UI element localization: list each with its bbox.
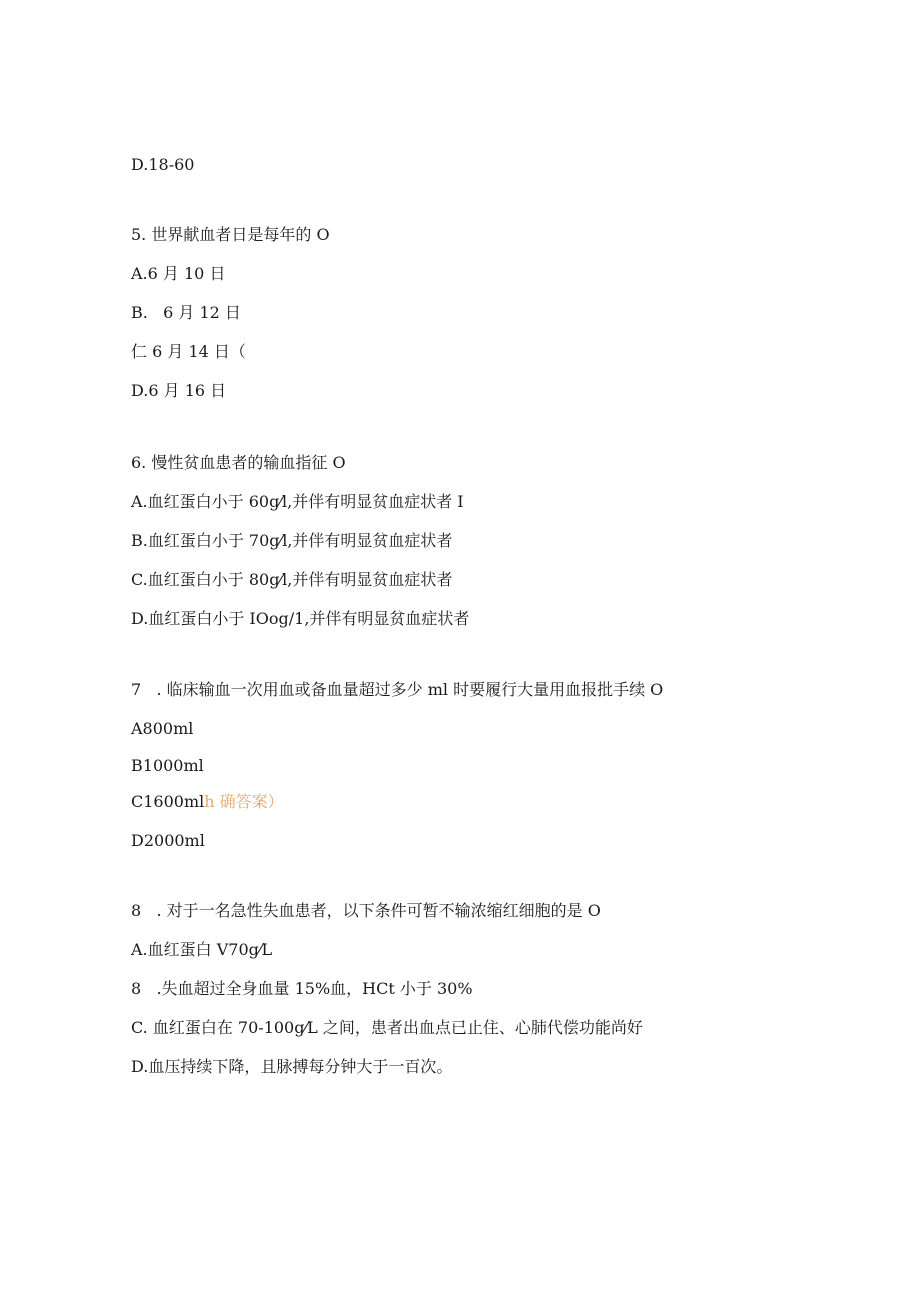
q4-option-d: D.18-60 <box>131 155 195 174</box>
q6-option-d: D.血红蛋白小于 IOog/1,并伴有明显贫血症状者 <box>131 609 470 628</box>
q5-option-c: 仁 6 月 14 日（ <box>131 342 246 361</box>
q7-option-a: A800ml <box>131 719 194 738</box>
q7-option-c <box>131 792 284 812</box>
q5-option-a: A.6 月 10 日 <box>131 264 226 283</box>
q7-option-d: D2000ml <box>131 831 205 850</box>
q5-option-b: B. 6 月 12 日 <box>131 303 241 322</box>
q5-question: 5. 世界献血者日是每年的 O <box>131 225 330 244</box>
answer-hint: h 确答案） <box>204 792 284 811</box>
q6-question: 6. 慢性贫血患者的输血指征 O <box>131 453 346 472</box>
q7-question: 7 . 临床输血一次用血或备血量超过多少 ml 时要履行大量用血报批手续 O <box>131 680 664 699</box>
q8-option-a: A.血红蛋白 V70g⁄L <box>131 940 273 959</box>
q8-option-c: C. 血红蛋白在 70-100g⁄L 之间，患者出血点已止住、心肺代偿功能尚好 <box>131 1018 643 1037</box>
q7-option-c-label: C1600ml <box>131 792 205 811</box>
q5-option-d: D.6 月 16 日 <box>131 381 227 400</box>
q6-option-c: C.血红蛋白小于 80g⁄l,并伴有明显贫血症状者 <box>131 570 453 589</box>
q6-option-a: A.血红蛋白小于 60g⁄l,并伴有明显贫血症状者 I <box>131 492 464 511</box>
q6-option-b: B.血红蛋白小于 70g⁄l,并伴有明显贫血症状者 <box>131 531 453 550</box>
q8-question: 8 . 对于一名急性失血患者，以下条件可暂不输浓缩红细胞的是 O <box>131 901 601 920</box>
q8-option-d: D.血压持续下降，且脉搏每分钟大于一百次。 <box>131 1057 453 1076</box>
q8-option-b: 8 .失血超过全身血量 15%血，HCt 小于 30% <box>131 979 473 998</box>
q7-option-b: B1000ml <box>131 756 204 775</box>
